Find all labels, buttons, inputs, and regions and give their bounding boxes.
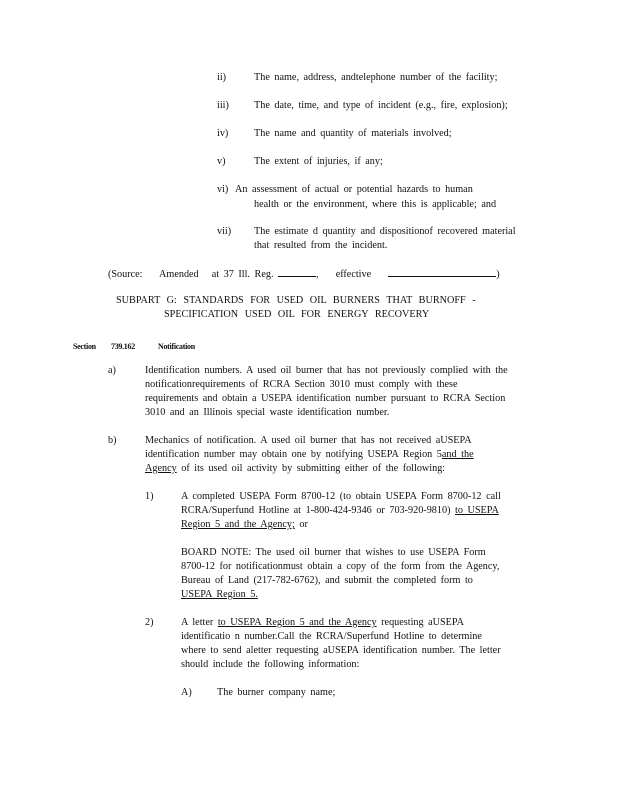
section-word: Section (73, 342, 96, 351)
amendment-insert: Agency (145, 463, 177, 474)
source-comma: , (316, 269, 319, 280)
item-text-plain: RCRA/Superfund Hotline at 1-800-424-9346 or 703-920-9810) (181, 505, 451, 516)
source-close: ) (496, 269, 500, 280)
board-note-text: 8700-12 for notificationmust obtain a copy of the form from the Agency, (181, 561, 500, 572)
item-text: where to send aletter requesting aUSEPA identification number. The letter (181, 645, 501, 656)
para-text-plain: identification number may obtain one by notifying USEPA Region 5 (145, 449, 442, 460)
item-text: A completed USEPA Form 8700-12 (to obtain USEPA Form 8700-12 call (181, 491, 501, 502)
source-note (108, 266, 500, 282)
item-text: The name and quantity of materials involved; (254, 128, 452, 139)
item-label: ii) (217, 72, 227, 83)
board-note-text: BOARD NOTE: The used oil burner that wishes to use USEPA Form (181, 547, 486, 558)
item-text-plain: or (299, 519, 308, 530)
item-label: 2) (145, 617, 154, 628)
item-label: iii) (217, 100, 229, 111)
subpart-heading-line1: SUBPART G: STANDARDS FOR USED OIL BURNERS THAT BURNOFF - (116, 295, 476, 306)
section-title: Notification (158, 342, 195, 351)
subpart-heading-line2: SPECIFICATION USED OIL FOR ENERGY RECOVERY (164, 309, 430, 320)
amendment-insert: USEPA Region 5. (181, 589, 258, 600)
amendment-insert: and the (441, 449, 474, 460)
item-text: The estimate d quantity and dispositionof recovered material (254, 226, 516, 237)
para-text: notificationrequirements of RCRA Section 3010 must comply with these (145, 379, 458, 390)
source-effective: effective (335, 269, 372, 280)
amendment-insert: to USEPA (455, 505, 499, 516)
para-label: a) (108, 365, 116, 376)
source-amended: Amended (159, 269, 199, 280)
item-text (181, 504, 499, 518)
item-text: An assessment of actual or potential hazards to human (235, 184, 473, 195)
item-text: The burner company name; (217, 687, 336, 698)
item-label: iv) (217, 128, 229, 139)
para-text: requirements and obtain a USEPA identification number pursuant to RCRA Section (145, 393, 506, 404)
item-label: v) (217, 156, 226, 167)
item-text: health or the environment, where this is applicable; and (254, 199, 497, 210)
para-text-plain: of its used oil activity by submitting either of the following: (181, 463, 446, 474)
para-text (145, 448, 474, 462)
item-text: The name, address, andtelephone number of the facility; (254, 72, 498, 83)
para-text: Mechanics of notification. A used oil burner that has not received aUSEPA (145, 435, 472, 446)
item-label: 1) (145, 491, 154, 502)
reg-blank (278, 266, 316, 277)
section-number: 739.162 (111, 342, 135, 351)
source-open: (Source: (108, 269, 143, 280)
item-text (181, 518, 308, 532)
item-text: The date, time, and type of incident (e.g., fire, explosion); (254, 100, 508, 111)
board-note-text: Bureau of Land (217-782-6762), and submit the completed form to (181, 575, 473, 586)
item-text: that resulted from the incident. (254, 240, 388, 251)
item-text (181, 616, 464, 630)
item-label: vi) (217, 184, 229, 195)
source-at: at 37 Ill. Reg. (211, 269, 274, 280)
item-label: vii) (217, 226, 232, 237)
item-text: should include the following information: (181, 659, 360, 670)
para-text: Identification numbers. A used oil burner that has not previously complied with the (145, 365, 508, 376)
para-text (145, 462, 445, 476)
item-text-plain: A letter (181, 617, 214, 628)
item-text: identificatio n number.Call the RCRA/Superfund Hotline to determine (181, 631, 482, 642)
item-label: A) (181, 687, 192, 698)
amendment-insert: Region 5 and the Agency; (181, 519, 295, 530)
item-text-plain: requesting aUSEPA (381, 617, 464, 628)
para-text: 3010 and an Illinois special waste identification number. (145, 407, 390, 418)
para-label: b) (108, 435, 117, 446)
effective-blank (388, 266, 496, 277)
amendment-insert: to USEPA Region 5 and the Agency (217, 617, 377, 628)
item-text: The extent of injuries, if any; (254, 156, 383, 167)
